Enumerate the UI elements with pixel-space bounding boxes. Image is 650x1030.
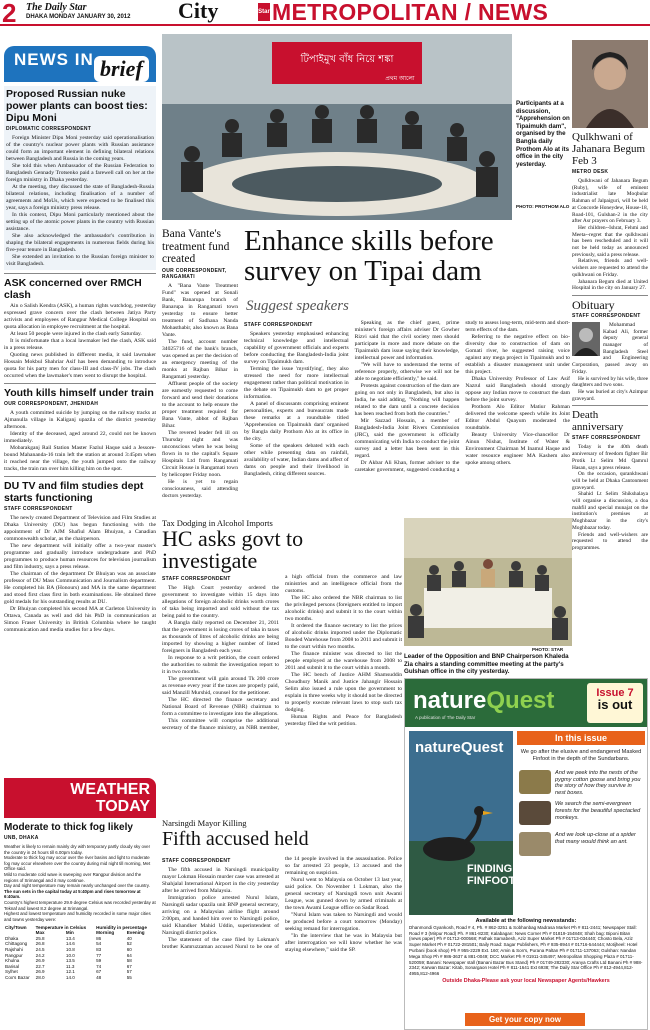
issue-item-text: And we look up-close at a spider that many would think an ant. [555,832,636,845]
photo-caption: Participants at a discussion, "Apprehension on Tipaimukh dam", organised by the Bangla daily Prothom Alo at its office in the city yesterday. [516,100,570,168]
qulkhwani-paragraph: Relatives, friends and well-wishers are requested to attend the qulkhwani on Friday. [572,258,648,278]
hc-paragraph: The government will gain around Tk 200 crore as revenue every year if the taxes are properly paid, said Manzill Murshid, counsel for the petitioner. [162,676,279,696]
ad-logo [413,687,554,715]
weather-paragraph: Moderate to thick fog may occur over the river basins and light to moderate fog may occur elsewhere over the country during mid night till morning, Met Office said. [4,855,151,872]
bnp-meeting-photo-art [404,518,572,646]
bana-paragraph: A "Bana Vante Treatment Fund" was opened at Sonali Bank, Banarupa branch of Banarupa in Rangamati town yesterday to ensure better treatment of Sadhana Nanda Mohasthabir, also known as Bana Vante. [162,282,238,338]
masthead [0,0,650,26]
weather-paragraph: The sun sets in the capital today at 5:40pm and rises tomorrow at 6:40am. [4,888,141,900]
weather-cell-evening: 67 [126,963,132,969]
weather-cell-max: 26.8 [35,941,45,947]
divider [4,383,156,384]
obituary-byline: STAFF CORRESPONDENT [572,312,641,319]
outlets-title: Available at the following newsstands: [475,918,577,924]
issue-item [519,832,643,858]
weather-cell-min: 14.6 [65,941,75,947]
roundtable-photo-art [162,34,512,220]
issue-item [519,770,643,796]
death-anniversary-paragraph: Shahid Lt Selim Shikshalaya will organise a discussion, a doa mahfil and special munajat on the institution's premises at Moghbazar in the city's Moghbazar today. [572,491,648,531]
qulkhwani-byline: METRO DESK [572,169,609,175]
hc-paragraph: It ordered the finance secretary to list the prices of alcoholic drinks imported under the Diplomatic Bonded Warehouse from 2008 to 2011 and submit it to the court within two months. [285,623,403,650]
narsingdi-paragraph: Immigration police arrested Nurul Islam, Narsingdi sadar upazila unit BNP general secretary, arriving on a Malaysian airline flight around 2:00pm, and handed him over to Narsingdi police, said Khandker Mahid Uddin, superintendent of Narsingdi district police. [162,895,279,936]
weather-cell-evening: 55 [126,974,132,980]
weather-paragraph: Weather is likely to remain mainly dry with temporary partly cloudy sky over the country in 24 hours till 6.00pm today. [4,844,151,855]
col-humidity: Humidity in percentage [96,924,147,930]
weather-cell-city: Dhaka [5,935,19,941]
magazine-cover-art [409,731,516,915]
in-this-issue-label: In this issue [517,731,645,745]
main-paragraph: Beauty University Vice-chancellor Dr Ainun Nishat, Institute of Water & Environment Chairman M Inamul Haque and water resource engineer MA Kashem also spoke among others. [465,432,570,466]
brief-article [4,387,156,473]
weather-cell-evening: 64 [126,952,132,958]
narsingdi-paragraph: The fifth accused in Narsingdi municipality mayor Lokman Hossain murder case was arrested at Shahjalal International Airport in the city yesterday after he arrived from Malaysia. [162,867,279,894]
issue-item-text: We go after the elusive and endangered Masked Finfoot in the depth of the Sundarbans. [520,749,642,762]
main-paragraph: Protests against construction of the dam are going on not only in Bangladesh, but also in India, he said adding, "Nothing will happen related to the dam until a concrete decision has been reached from both the countries." [354,383,460,417]
brief-byline: STAFF CORRESPONDENT [4,506,73,512]
weather-cell-evening: 58 [126,958,132,964]
spider-photo [519,832,551,856]
paper-name: The Daily Star [26,2,87,13]
qulkhwani-paragraph: Jahanara Begum died at United Hospital in the city on January 27. [572,278,648,292]
weather-cell-max: 26.9 [35,969,45,975]
weather-cell-max: 24.5 [35,946,45,952]
news-in-label: NEWS IN [14,50,94,69]
brief-paragraph: The chairman of the department Dr Bhuiyan was an associate professor of DU Mass Communication and Journalism department. He completed his BA (Honours) and MA in the same department and stood first class first in both examinations. He obtained three gold medals for his outstanding results at DU. [4,571,156,605]
photo-credit: PHOTO: STAR [532,647,564,652]
ad-header [405,679,647,727]
main-paragraph: Speakers yesterday emphasised enhancing technical knowledge and intellectual capability of government officials and experts before conducting the Bangladesh-India joint survey on Tipaimukh dam. [244,331,349,365]
brief-paragraph: Foreign Minister Dipu Moni yesterday said operationalisation of the country's nuclear power plants with Russian assistance could form an important element in defining bilateral relations between Bangladesh and Russia in the coming years. [6,135,154,162]
weather-paragraph: Day and night temperature may remain nearly unchanged over the country. [4,883,150,889]
hc-kicker: Tax Dodging in Alcohol Imports [162,518,273,528]
weather-cell-evening: 57 [126,969,132,975]
monkey-photo [519,801,551,825]
weather-cell-city: Rajshahi [5,946,23,952]
hc-paragraph: The finance minister was directed to list the people employed at the warehouse from 2008 to 2011 and submit it to the court within a month. [285,651,402,671]
col-morning: Morning [96,930,115,936]
section-title: METROPOLITAN / NEWS [272,0,549,25]
brief-paragraph: She extended an invitation to the Russian foreign minister to visit Bangladesh. [6,254,154,267]
brief-paragraph: Dr Bhuiyan completed his second MA at Carleton University in Ottawa, Canada as well and did his PhD in communication at Simon Fraser University in British Columbia where he taught communication and media studies for a few days. [4,606,156,633]
weather-title [4,778,156,818]
brief-headline: Proposed Russian nuke power plants can boost ties: Dipu Moni [6,88,148,124]
star-logo: Star [258,3,270,21]
weather-cell-min: 12.1 [65,969,75,975]
weather-cell-morning: 48 [96,974,102,980]
qulkhwani-paragraph: Qulkhwani of Jahanara Begum (Ruby), wife of eminent industrialist late Moqbular Rahman of Jalpaiguri, will be held at Concorde Honeydew, House-18, Road-101, Gulshan-2 in the city after Asr prayers on February 3. [572,178,648,225]
brief-paragraph: She also acknowledged the ambassador's contribution in shaping the bilateral engagements in numerous fields during his five-year tenure in Bangladesh. [6,233,154,253]
weather-paragraph: Country's highest temperature 29.9 degree Celsius was recorded yesterday at Teknaf and lowest 8.2 degree at Srimangal. [4,899,156,911]
hc-byline: STAFF CORRESPONDENT [162,576,231,582]
col-max: Max [35,930,45,936]
main-paragraph: Speaking as the chief guest, prime minister's foreign affairs adviser Dr Gowher Rizvi said that the civil society men should participate in more and more debate on the Tipaimukh dam issue saying their knowledge, intellectual power and information. [354,320,460,361]
divider [4,273,156,274]
weather-cell-city: Cox's Bazar [5,974,30,980]
brief-article [4,86,156,270]
hc-paragraph: The HC also ordered the NBR chairman to list the privileged persons (foreigners entitled to import alcoholic drinks) and submit it to the court within two months. [285,595,402,622]
magazine-feature: FINDING FINFOOT [467,863,516,887]
narsingdi-byline: STAFF CORRESPONDENT [162,858,231,864]
bana-vante-article [162,228,238,500]
main-paragraph: "We will have to understand the terms of reference properly, otherwise we will not be able to negotiate efficiently," he said. [354,362,460,382]
weather-cell-evening: 40 [126,935,132,941]
bana-paragraph: The fund, account number 34025716 of the bank's branch, was opened as per the decision of an emergency meeting of the monks at Rajban Bihar in Rangamati yesterday. [162,338,238,380]
main-paragraph: Dhaka University Professor of Law Asif Nazrul said Bangladesh should strongly oppose any Indian move to construct the dam before the joint survey. [465,376,570,403]
narsingdi-paragraph: "Nurul Islam was taken to Narsingdi and would be produced before a court tomorrow (Monday) seeking remand for interrogation. [285,912,402,932]
hc-paragraph: This committee will comprise the additional secretary of the finance ministry, an NBR member, a high official from the commerce and law ministries and an intelligence official from the customs. [162,574,402,731]
paper-date: DHAKA MONDAY JANUARY 30, 2012 [26,14,131,20]
brief-paragraph: Ain o Salish Kendra (ASK), a human rights watchdog, yesterday expressed grave concern over the clash between Jatiya Party activists and employees of Rangpur Medical College Hospital on quota allocation in employee recruitment at the hospital. [4,303,156,330]
main-headline: Enhance skills before survey on Tipai dam [244,225,494,287]
brief-byline: DIPLOMATIC CORRESPONDENT [6,126,92,132]
hc-article-body [162,574,402,810]
obituary-photo [572,322,600,356]
main-paragraph: Terming the issue 'mystifying', they also stressed the need for more intellectual engagement rather than political motivation in the debate on Tipaimukh dam to get proper information. [244,366,349,400]
divider [572,295,648,296]
weather-row [4,975,156,981]
magazine-logo: natureQuest [415,739,504,756]
brief-byline: OUR CORRESPONDENT, JHENIDAH [4,401,99,407]
brief-paragraph: She told this when Ambassador of the Russian Federation to Bangladesh Gennady Trotsenko paid a farewell call on her at the foreign ministry in Dhaka yesterday. [6,163,154,183]
narsingdi-paragraph: "In the interview that he was in Malaysia but after interrogation we will know whether he was staying elsewhere," said the SP. [285,933,402,953]
brief-article [4,480,156,634]
brief-article [4,277,156,380]
weather-byline: UNB, DHAKA [4,835,39,841]
obituary-paragraph: He was buried at city's Azimpur graveyard. [572,388,648,402]
brief-headline: Youth kills himself under train [4,387,154,399]
death-anniversary-paragraph: Today is the 40th death anniversary of freedom fighter Bir Protik Lt Selim Md Qamrul Hasan, says a press release. [572,444,648,471]
main-article-body [244,320,570,510]
brief-paragraph: It is misfortunate that a local lawmaker led the clash, ASK said in a press release. [4,338,156,351]
col-min: Min [65,930,74,936]
death-anniversary-paragraph: On the occasion, qurankhwani will be held at Dhaka Cantonment graveyard. [572,471,648,491]
weather-cell-city: Khulna [5,958,20,964]
photo-banner-text: টিপাইমুখ বাঁধ নিয়ে শঙ্কা [300,54,394,65]
issue-item [519,801,643,827]
obituary-paragraph: Mohammad Kabad Ali, former deputy general manager of Bangladesh Steel and Engineering Corporation, passed away on Friday. [572,321,648,375]
brief-paragraph: At the meeting, they discussed the state of Bangladesh-Russia bilateral relations, including finalisation of a number of agreements and MoUs, which were expected to be finalised this year, says a foreign ministry press release. [6,184,154,211]
narsingdi-paragraph: The statement of the case filed by Lokman's brother Kamruzzaman accused Nurul to be one of the 14 people involved in the assassination. Police so far arrested 23 people, 13 accused and the remaining on suspicion. [162,856,402,950]
weather-cell-evening: 52 [126,941,132,947]
portrait-art [572,40,648,128]
main-paragraph: Dr Akbar Ali Khan, former adviser to the caretaker government, suggested conducting a study to assess long-term, mid-term and short-term effects of the dam. [354,320,570,473]
brief-paragraph: At least 50 people were injured in the clash early Saturday. [10,331,142,337]
main-byline: STAFF CORRESPONDENT [244,322,313,328]
weather-table [4,924,156,980]
weather-cell-city: Chittagong [5,941,28,947]
qulkhwani-paragraph: Her children--Ishrat, Fehmi and Meeta--regret that the qulkhwani has been rescheduled and it will not be held today as announced previously, said a press release. [572,224,648,258]
weather-cell-city: Barisal [5,963,20,969]
narsingdi-article-body [162,856,402,1026]
hc-headline: HC asks govt to investigate [162,526,304,573]
main-paragraph: Prothom Alo Editor Matiur Rahman delivered the welcome speech while its Joint Editor Abdul Quayum moderated the roundtable. [465,404,570,431]
brief-label: brief [94,56,149,82]
obituary-paragraph: He is survived by his wife, three daughters and two sons. [572,375,648,389]
bana-paragraph: The revered leader fell ill on Thursday night and was unconscious when he was being flown in to the capital's Square Hospitals Ltd from Rangamati Circuit House in Rangamati town by helicopter Friday noon. [162,429,238,478]
get-copy-button[interactable]: Get your copy now [465,1013,585,1026]
obituary-photo-art [572,322,600,356]
issue-item [519,749,643,765]
issue-item-text: We search the semi-evergreen forests for the beautiful spectacled monkeys. [555,801,641,821]
weather-cell-min: 14.0 [65,974,75,980]
divider [572,405,648,406]
narsingdi-kicker: Narsingdi Mayor Killing [162,818,247,828]
main-paragraph: Referring to the negative effect on bio-diversity due to construction of dam on Gomati river, he suggested raising voice against any mega project in Tipaimukh and to establish a disaster management unit under this project. [465,334,570,375]
brief-headline: ASK concerned over RMCH clash [4,277,142,301]
brief-paragraph: In this context, Dipu Moni particularly mentioned about the setting up of the atomic power plants in the country with Russian assistance. [6,212,154,232]
weather-cell-morning: 83 [96,946,102,952]
weather-title-line2: TODAY [95,798,150,815]
weather-cell-min: 11.3 [65,963,75,969]
brief-paragraph: Mobarakganj Rail Station Master Fazlul Haque said a Jessore-bound Mahananda-16 train left the station at around 3:45pm when it reached near the village, the youth jumped onto the railway tracks, the train ran over him killing him on the spot. [4,445,156,472]
outlets-list: Dhanmondi Gyankosh, Road # 4, Ph. # 862-3251 & Sobhanbag Madrasa Market Ph # 811-2441; Newspaper Stall: Road # 3 (Mirpur Road) Ph. # 861-8230; Kalabagan: News Corner Ph # 01819-154848; Shah bag: Biponi Bitan (news paper) Ph # 01712-000568; Pathak Samabesh, Aziz Super Market Ph # 01713-034440; Chosto Bela, Aziz Super Market Ph # 01722-281501; Baily Road: Sagar Publishers, Ph # 935-8944 # 01716-544444; Motijheel: Hotel Purbani (book shop) Ph # 955-2229 Ext. 160; Amin & Son's, Purana Paltan Ph # 01711-137063; Gulshan: Nandan Mega Shop Ph # 986-3637 & 881-0049; DCC Market Ph # 01911-345497; Metropolitan Shopping Plaza # 01711-520059; Banani: Newspaper stall (Banani Bazar Bus Stand) Ph # 01749-282330; Aranya Crafts Ltd Banani Ph # 988-2342; Karwan Bazar: Kitab, Sonargaon Hotel Ph # 811-1641 Ext 6938; The Daily Star Office Ph # 812-4944,812-4955,812-4966 [409,924,643,977]
news-in-brief-banner [4,46,156,82]
nature-quest-ad[interactable] [404,678,648,1030]
ad-logo-a: nature [413,687,487,714]
weather-cell-morning: 77 [96,952,102,958]
weather-cell-max: 22.7 [35,963,45,969]
brief-headline: DU TV and film studies dept starts functioning [4,480,144,504]
weather-cell-morning: 54 [96,941,102,947]
weather-cell-morning: 59 [96,958,102,964]
ad-outlets [409,919,643,984]
death-anniversary-paragraph: Friends and well-wishers are requested to attend the programmes. [572,531,648,551]
divider [4,476,156,477]
ad-issue-word: is out [597,697,633,712]
weather-cell-min: 10.8 [65,946,75,952]
ad-tagline: A publication of The Daily Star [415,715,476,720]
in-this-issue-list [519,749,643,863]
weather-paragraph: Mild to moderate cold wave is sweeping over Rangpur division and the regions of Srimangal and it may continue. [4,871,142,883]
photo-caption: Leader of the Opposition and BNP Chairperson Khaleda Zia chairs a standing committee meeting at the party's Gulshan office in the city yesterday. [404,653,569,675]
right-column [572,40,648,552]
weather-headline: Moderate to thick fog likely [4,822,133,833]
hc-paragraph: In response to a writ petition, the court ordered the authorities to submit the investigation report to it in two months. [162,655,279,675]
goose-photo [519,770,551,794]
bnp-meeting-photo [404,518,572,646]
bana-byline: OUR CORRESPONDENT, RANGAMATI [162,267,227,280]
ad-logo-b: Quest [486,687,555,714]
outside-dhaka-note: Outside Dhaka-Please ask your local Newspaper Agents/Hawkers [442,977,610,984]
weather-cell-max: 26.9 [35,958,45,964]
col-temp: Temperature in Celsius [35,924,87,930]
page-number: 2 [2,0,17,28]
weather-cell-morning: 67 [96,969,102,975]
weather-cell-city: Sylhet [5,969,18,975]
photo-credit: PHOTO: PROTHOM ALO [516,204,570,209]
main-paragraph: A panel of discussants comprising eminent personalities, experts and bureaucrats made these remarks at a roundtable titled 'Apprehension on Tipaimukh dam' organised by Bangla daily Prothom Alo at its office in the city. [244,401,349,442]
brief-paragraph: The new department will initially offer a two-year master's programme and gradually introduce undergraduate and PhD programmes to produce human resources for television journalism and film industry, says a press release. [4,543,156,570]
weather-cell-max: 28.0 [35,974,45,980]
obituary-section: Obituary [572,297,615,312]
brief-paragraph: The newly created Department of Television and Film Studies at Dhaka University (DU) has begun functioning with the appointment of Dr AJM Shafiul Alam Bhuiyan, a Canadian commonwealth scholar, as the chairperson. [4,515,156,542]
main-paragraph: Mir Sazzad Hossain, a member of Bangladesh-India Joint Rivers Commission (JRC), said the government is officially communicating with India to conduct the joint survey and a letter has been sent in this regard. [354,418,460,459]
hc-paragraph: A Bangla daily reported on December 21, 2011 that the government is losing crores of taka in taxes as thousands of litres of alcoholic drinks are being imported by showing a higher number of listed foreigners in Bangladesh each year. [162,620,279,654]
death-anniversary-byline: STAFF CORRESPONDENT [572,435,641,442]
col-city: City/Town [5,924,27,930]
col-evening: Evening [126,930,145,936]
brief-column [4,86,156,634]
ad-issue-label: Issue 7 [596,687,634,699]
weather-cell-min: 10.0 [65,952,75,958]
photo-banner-sponsor: প্রথম আলো [385,75,415,82]
ad-issue-badge [587,683,643,723]
weather-paragraph: Highest and lowest temperature and humidity recorded in some major cities and towns yesterday were: [4,911,151,922]
hc-paragraph: The HC directed the finance secretary and National Board of Revenue (NBR) chairman to form a committee to investigate into the allegations. [162,697,279,717]
weather-cell-city: Rangpur [5,952,23,958]
bana-headline: Bana Vante's treatment fund created [162,228,230,265]
weather-title-line1: WEATHER [70,781,150,798]
weather-box [4,778,156,1026]
brief-paragraph: Identity of the deceased, aged around 22, could not be known immediately. [4,431,156,444]
death-anniversary-headline: Death anniversary [572,409,624,434]
narsingdi-headline: Fifth accused held [162,828,309,850]
qulkhwani-headline: Qulkhwani of Jahanara Begum Feb 3 [572,131,645,167]
section-city: City [178,0,219,23]
hc-paragraph: Human Rights and Peace for Bangladesh yesterday filed the writ petition. [285,714,402,727]
hc-paragraph: The High Court yesterday ordered the government to investigate within 15 days into allegations of foreign alcoholic drinks worth crores of taka being imported and sold without the tax being paid to the country. [162,585,279,619]
roundtable-photo [162,34,512,220]
weather-cell-min: 13.5 [65,958,75,964]
main-paragraph: Some of the speakers debated with each other while presenting data on rainfall, availability of water, Indian dams and affect of dams on people and their livelihood in Bangladesh, citing different sources. [244,443,349,477]
brief-paragraph: Quoting news published in different media, it said lawmaker Hossain Mokbul Shahriar Asif has been demanding to introduce quota for his party men for class-III and class-IV jobs. The clash occurred when the lawmaker's men went to disrupt the hospital. [4,352,156,379]
weather-cell-min: 13.4 [65,935,75,941]
weather-cell-morning: 74 [96,963,102,969]
weather-cell-evening: 60 [126,946,132,952]
weather-cell-max: 24.2 [35,952,45,958]
weather-cell-morning: 86 [96,935,102,941]
hc-paragraph: The HC bench of Justice AHM Shamsuddin Choudhury Manik and Justice Jahangir Hossain Selim also issued a rule upon the government to explain in three weeks why it should not be directed to properly execute relevant laws to stop such tax dodging. [285,672,402,713]
issue-item-text: And we peek into the nests of the pygmy cotton goose and bring you the story of how they survive in nest boxes. [555,770,641,796]
weather-cell-max: 25.8 [35,935,45,941]
narsingdi-paragraph: Nurul went to Malaysia on October 13 last year, said police. On November 1 Lokman, also the general secretary of Narsingdi town unit Awami League, was gunned down by armed criminals at the town Awami League office on Sadar Road. [285,877,402,911]
portrait-photo [572,40,648,128]
ad-magazine-cover [409,731,516,915]
bana-paragraph: Affluent people of the society are earnestly requested to come forward and send their donations to the account to help ensure the proper treatment required for Bana Vante, abbot of Rajban Bihar. [162,380,238,429]
main-subhead: Suggest speakers [246,298,349,314]
bana-paragraph: He is yet to regain consciousness, said attending doctors yesterday. [162,478,238,499]
brief-paragraph: A youth committed suicide by jumping on the railway tracks at Ajmanulla village in Kaliganj upazila of the district yesterday afternoon. [4,410,156,430]
